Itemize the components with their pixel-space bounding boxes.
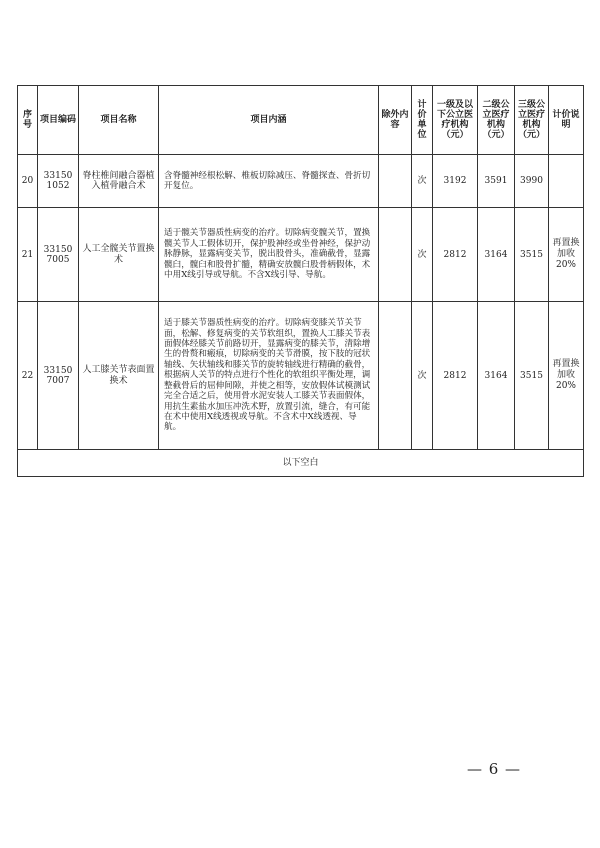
page-number: — 6 — bbox=[466, 760, 522, 778]
table-row bbox=[18, 155, 584, 208]
cell-name: 脊柱椎间融合器植入植骨融合术 bbox=[79, 155, 159, 208]
cell-name: 人工膝关节表面置换术 bbox=[79, 302, 159, 450]
blank-notice: 以下空白 bbox=[18, 450, 584, 477]
header-code: 项目编码 bbox=[38, 86, 79, 155]
cell-price-level2: 3164 bbox=[478, 302, 515, 450]
cell-content: 含脊髓神经根松解、椎板切除减压、脊髓探查、骨折切开复位。 bbox=[159, 155, 379, 208]
cell-exclusion bbox=[379, 302, 412, 450]
cell-price-level1: 3192 bbox=[433, 155, 478, 208]
cell-name: 人工全髋关节置换术 bbox=[79, 208, 159, 302]
cell-remark: 再置换加收20% bbox=[549, 302, 584, 450]
cell-remark: 再置换加收20% bbox=[549, 208, 584, 302]
cell-unit: 次 bbox=[412, 302, 433, 450]
header-exclusion: 除外内容 bbox=[379, 86, 412, 155]
pricing-table bbox=[17, 85, 584, 477]
header-seq: 序号 bbox=[18, 86, 38, 155]
header-price-level2: 二级公立医疗机构（元） bbox=[478, 86, 515, 155]
header-unit: 计价单位 bbox=[412, 86, 433, 155]
cell-code: 33150 7005 bbox=[38, 208, 79, 302]
header-content: 项目内涵 bbox=[159, 86, 379, 155]
cell-remark bbox=[549, 155, 584, 208]
cell-seq: 21 bbox=[18, 208, 38, 302]
cell-price-level2: 3591 bbox=[478, 155, 515, 208]
cell-price-level2: 3164 bbox=[478, 208, 515, 302]
cell-exclusion bbox=[379, 155, 412, 208]
cell-exclusion bbox=[379, 208, 412, 302]
cell-unit: 次 bbox=[412, 208, 433, 302]
cell-price-level3: 3515 bbox=[515, 302, 549, 450]
cell-seq: 22 bbox=[18, 302, 38, 450]
table-footer-row bbox=[18, 450, 584, 477]
header-name: 项目名称 bbox=[79, 86, 159, 155]
header-price-level3: 三级公立医疗机构（元） bbox=[515, 86, 549, 155]
cell-unit: 次 bbox=[412, 155, 433, 208]
header-price-level1: 一级及以下公立医疗机构（元） bbox=[433, 86, 478, 155]
cell-price-level1: 2812 bbox=[433, 208, 478, 302]
cell-seq: 20 bbox=[18, 155, 38, 208]
table-row bbox=[18, 302, 584, 450]
cell-price-level3: 3515 bbox=[515, 208, 549, 302]
table-row bbox=[18, 208, 584, 302]
table-header-row bbox=[18, 86, 584, 155]
cell-price-level3: 3990 bbox=[515, 155, 549, 208]
cell-code: 33150 1052 bbox=[38, 155, 79, 208]
header-remark: 计价说明 bbox=[549, 86, 584, 155]
cell-code: 33150 7007 bbox=[38, 302, 79, 450]
cell-price-level1: 2812 bbox=[433, 302, 478, 450]
cell-content: 适于膝关节器质性病变的治疗。切除病变膝关节关节面，松解、修复病变的关节软组织，置换人工膝关节表面假体经膝关节前路切开，显露病变的膝关节，清除增生的骨赘和瘢痕，切除病变的关节滑膜，按下肢的冠状轴线、矢状轴线和膝关节的旋转轴线进行精确的截骨，根据病人关节的特点进行个性化的软组织平衡处理，调整截骨后的屈伸间隙，并使之相等，安放假体试模测试完全合适之后，使用骨水泥安装人工膝关节表面假体，用抗生素盐水加压冲洗术野，放置引流，缝合，有可能在术中使用X线透视或导航。不含术中X线透视、导航。 bbox=[159, 302, 379, 450]
cell-content: 适于髋关节器质性病变的治疗。切除病变髋关节，置换髋关节人工假体切开，保护股神经或坐骨神经，保护动脉静脉，显露病变关节，脱出股骨头，准确截骨，显露髋臼，髋臼和股骨扩髓，精确安放髋臼股骨柄假体，术中用X线引导或导航。不含X线引导、导航。 bbox=[159, 208, 379, 302]
